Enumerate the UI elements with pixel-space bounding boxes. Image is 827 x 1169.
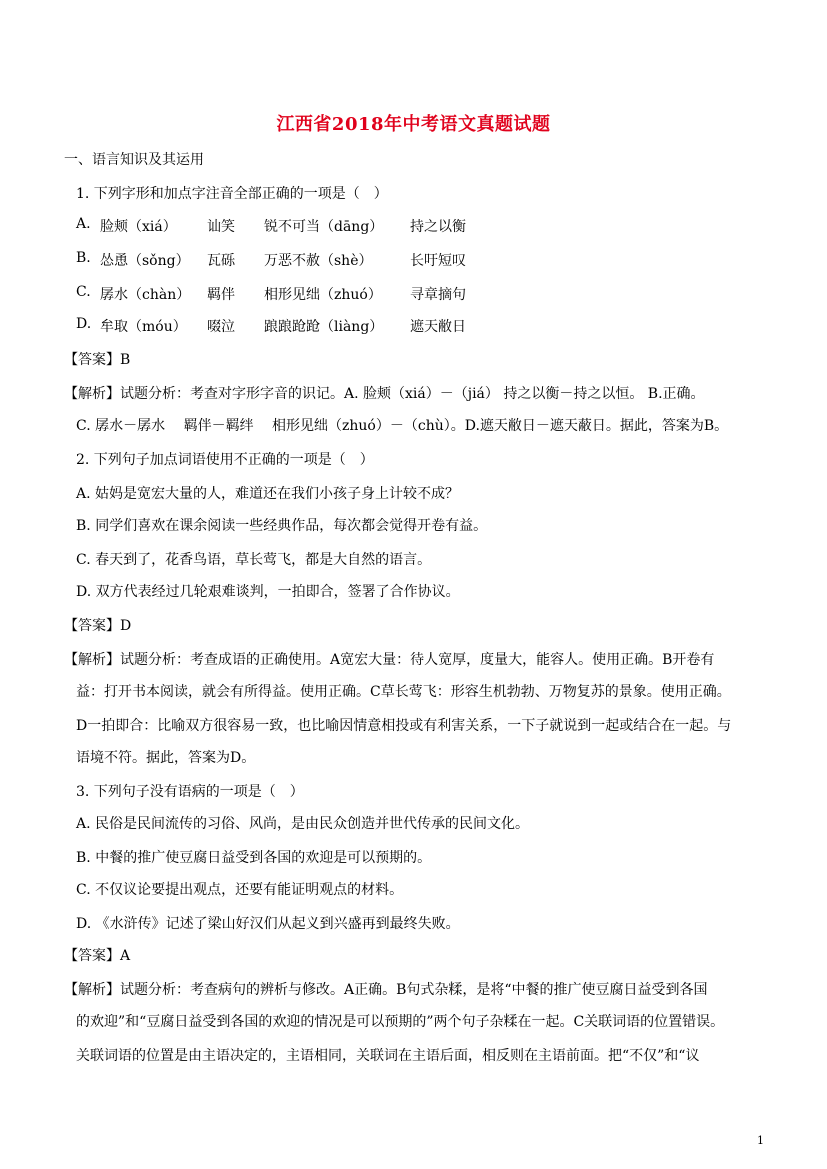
q3-option-d: D. 《水浒传》记述了梁山好汉们从起义到兴盛再到最终失败。 bbox=[76, 916, 460, 932]
q3-analysis-line: 的欢迎”和“豆腐日益受到各国的欢迎的情况是可以预期的”两个句子杂糅在一起。C关联词语的位置错误。 bbox=[76, 1014, 725, 1030]
q3-answer: 【答案】A bbox=[64, 948, 131, 964]
q3-analysis-line: 【解析】试题分析：考查病句的辨析与修改。A正确。B句式杂糅，是将“中餐的推广使豆腐日益受到各国 bbox=[64, 982, 708, 998]
option-cell: 孱水（chàn） bbox=[100, 287, 191, 303]
q2-stem: 2. 下列句子加点词语使用不正确的一项是（ ） bbox=[76, 452, 374, 468]
option-cell: 羁伴 bbox=[207, 287, 235, 303]
q2-analysis-line: 语境不符。据此，答案为D。 bbox=[76, 750, 256, 766]
q3-analysis-line: 关联词语的位置是由主语决定的，主语相同，关联词在主语后面，相反则在主语前面。把“不仅”和“议 bbox=[76, 1048, 700, 1064]
q2-analysis-line: 益：打开书本阅读，就会有所得益。使用正确。C草长莺飞：形容生机勃勃、万物复苏的景象。使用正确。 bbox=[76, 684, 731, 700]
q3-option-b: B. 中餐的推广使豆腐日益受到各国的欢迎是可以预期的。 bbox=[76, 850, 432, 866]
option-label: B. bbox=[76, 250, 91, 266]
q2-answer: 【答案】D bbox=[64, 618, 132, 634]
q2-option-a: A. 姑妈是宽宏大量的人，难道还在我们小孩子身上计较不成？ bbox=[76, 486, 460, 502]
option-label: C. bbox=[76, 284, 91, 300]
q2-analysis-line: D一拍即合：比喻双方很容易一致，也比喻因情意相投或有利害关系，一下子就说到一起或结合在一起。与 bbox=[76, 718, 732, 734]
q3-option-c: C. 不仅议论要提出观点，还要有能证明观点的材料。 bbox=[76, 882, 404, 898]
q1-analysis-line: 【解析】试题分析：考查对字形字音的识记。A. 脸颊（xiá）－（jiá） 持之以衡－持之以恒。 B.正确。 bbox=[64, 386, 705, 402]
option-label: D. bbox=[76, 316, 92, 332]
option-cell: 怂恿（sǒng） bbox=[100, 253, 190, 269]
option-label: A. bbox=[76, 216, 91, 232]
option-cell: 相形见绌（zhuó） bbox=[264, 287, 382, 303]
q3-option-a: A. 民俗是民间流传的习俗、风尚，是由民众创造并世代传承的民间文化。 bbox=[76, 816, 530, 832]
q1-stem: 1. 下列字形和加点字注音全部正确的一项是（ ） bbox=[76, 186, 388, 202]
option-cell: 锐不可当（dāng） bbox=[264, 219, 384, 235]
q1-answer: 【答案】B bbox=[64, 352, 131, 368]
option-cell: 脸颊（xiá） bbox=[100, 219, 177, 235]
q1-analysis-line: C. 孱水－孱水 羁伴－羁绊 相形见绌（zhuó）－（chù）。D.遮天敝日－遮天蔽日。据此，答案为B。 bbox=[76, 418, 729, 434]
section-heading: 一、语言知识及其运用 bbox=[64, 152, 204, 168]
option-cell: 寻章摘句 bbox=[410, 287, 466, 303]
q2-analysis-line: 【解析】试题分析：考查成语的正确使用。A宽宏大量：待人宽厚，度量大，能容人。使用正确。B开卷有 bbox=[64, 652, 715, 668]
option-cell: 讪笑 bbox=[207, 219, 235, 235]
option-cell: 持之以衡 bbox=[410, 219, 466, 235]
option-cell: 牟取（móu） bbox=[100, 319, 187, 335]
option-cell: 遮天敝日 bbox=[410, 319, 466, 335]
option-cell: 万恶不赦（shè） bbox=[264, 253, 373, 269]
q2-option-d: D. 双方代表经过几轮艰难谈判，一拍即合，签署了合作协议。 bbox=[76, 584, 460, 600]
q3-stem: 3. 下列句子没有语病的一项是（ ） bbox=[76, 784, 304, 800]
q2-option-b: B. 同学们喜欢在课余阅读一些经典作品，每次都会觉得开卷有益。 bbox=[76, 518, 488, 534]
q2-option-c: C. 春天到了，花香鸟语，草长莺飞，都是大自然的语言。 bbox=[76, 552, 432, 568]
option-cell: 长吁短叹 bbox=[410, 253, 466, 269]
page-title: 江西省2018年中考语文真题试题 bbox=[276, 114, 551, 135]
page-number: 1 bbox=[757, 1134, 764, 1147]
option-cell: 啜泣 bbox=[207, 319, 235, 335]
option-cell: 踉踉跄跄（liàng） bbox=[264, 319, 384, 335]
option-cell: 瓦砾 bbox=[207, 253, 235, 269]
